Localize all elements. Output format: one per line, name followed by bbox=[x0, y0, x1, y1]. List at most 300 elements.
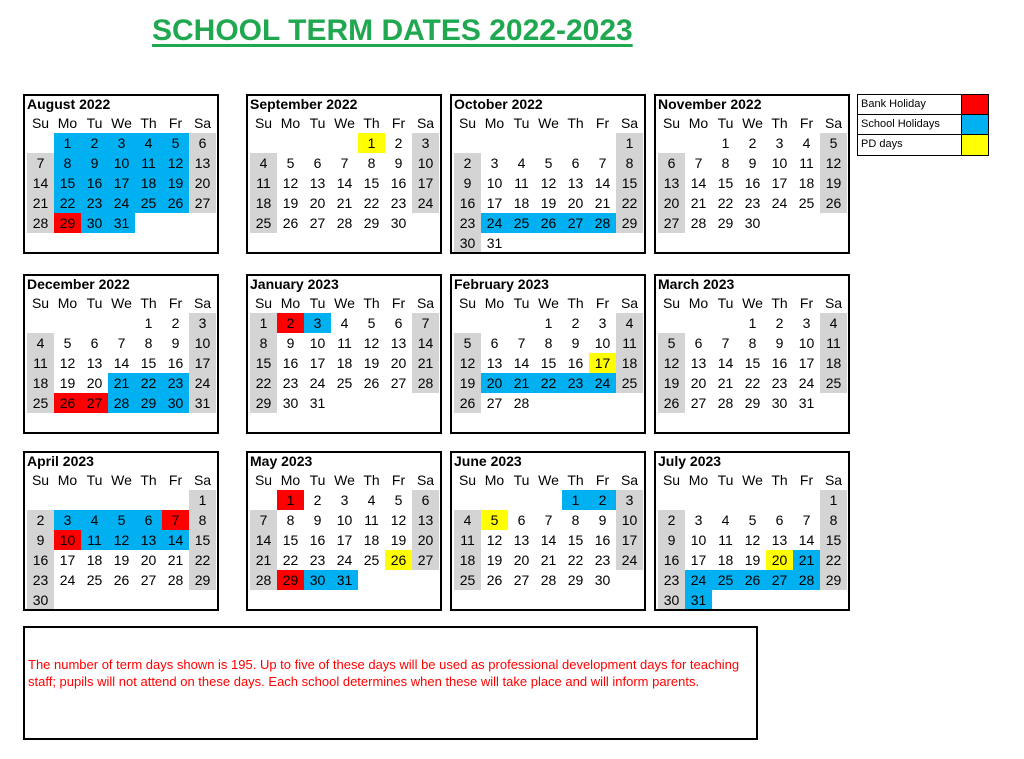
term-day: 14 bbox=[540, 532, 557, 548]
empty-cell bbox=[685, 490, 712, 510]
weekend-day: 11 bbox=[454, 530, 481, 550]
term-day: 5 bbox=[367, 315, 376, 331]
term-day: 23 bbox=[594, 552, 611, 568]
term-day: 3 bbox=[775, 135, 784, 151]
term-day: 19 bbox=[744, 552, 761, 568]
term-day: 28 bbox=[336, 215, 353, 231]
weekday-header: Tu bbox=[86, 472, 103, 488]
weekend-day: 21 bbox=[27, 193, 54, 213]
empty-cell bbox=[658, 133, 685, 153]
bank-holiday-day: 2 bbox=[277, 313, 304, 333]
school-holiday-day: 28 bbox=[108, 393, 135, 413]
term-day: 19 bbox=[113, 552, 130, 568]
term-day: 3 bbox=[802, 315, 811, 331]
term-day: 10 bbox=[690, 532, 707, 548]
weekend-day: 27 bbox=[189, 193, 216, 213]
school-holiday-day: 2 bbox=[81, 133, 108, 153]
empty-cell bbox=[27, 490, 54, 510]
school-holiday-day: 30 bbox=[81, 213, 108, 233]
weekend-day: 25 bbox=[616, 373, 643, 393]
weekend-day: 8 bbox=[616, 153, 643, 173]
weekday-header: Tu bbox=[717, 115, 734, 131]
term-day: 30 bbox=[282, 395, 299, 411]
weekday-header: We bbox=[111, 472, 132, 488]
term-day: 17 bbox=[690, 552, 707, 568]
weekday-header: Su bbox=[254, 115, 273, 131]
empty-cell bbox=[508, 490, 535, 510]
term-day: 5 bbox=[63, 335, 72, 351]
weekend-day: 15 bbox=[820, 530, 847, 550]
school-holiday-day: 25 bbox=[508, 213, 535, 233]
term-day: 2 bbox=[571, 315, 580, 331]
school-holiday-day: 9 bbox=[81, 153, 108, 173]
weekend-day: 26 bbox=[658, 393, 685, 413]
term-day: 15 bbox=[282, 532, 299, 548]
weekend-day: 4 bbox=[27, 333, 54, 353]
weekday-header: Su bbox=[458, 295, 477, 311]
weekend-day: 22 bbox=[189, 550, 216, 570]
weekend-day: 21 bbox=[412, 353, 439, 373]
month-calendar bbox=[450, 94, 646, 254]
empty-cell bbox=[766, 490, 793, 510]
weekend-day: 25 bbox=[454, 570, 481, 590]
school-holiday-day: 29 bbox=[135, 393, 162, 413]
school-holiday-day: 5 bbox=[162, 133, 189, 153]
weekday-header: Fr bbox=[391, 472, 406, 488]
school-holiday-day: 22 bbox=[535, 373, 562, 393]
weekend-day: 4 bbox=[616, 313, 643, 333]
term-day: 5 bbox=[394, 492, 403, 508]
school-holiday-day: 6 bbox=[135, 510, 162, 530]
school-holiday-day: 16 bbox=[81, 173, 108, 193]
weekend-day: 7 bbox=[27, 153, 54, 173]
term-day: 14 bbox=[113, 355, 130, 371]
weekday-header: Th bbox=[771, 295, 788, 311]
weekend-day: 1 bbox=[189, 490, 216, 510]
term-day: 18 bbox=[336, 355, 353, 371]
term-day: 6 bbox=[313, 155, 322, 171]
term-day: 17 bbox=[798, 355, 815, 371]
term-day: 14 bbox=[717, 355, 734, 371]
school-holiday-day: 26 bbox=[162, 193, 189, 213]
weekday-header: Su bbox=[662, 295, 681, 311]
term-day: 25 bbox=[363, 552, 380, 568]
term-day: 27 bbox=[513, 572, 530, 588]
term-day: 28 bbox=[167, 572, 184, 588]
school-holiday-day: 17 bbox=[108, 173, 135, 193]
legend-row bbox=[858, 115, 988, 135]
weekday-header: Mo bbox=[57, 115, 78, 131]
weekend-day: 22 bbox=[820, 550, 847, 570]
weekday-header: Mo bbox=[484, 115, 505, 131]
empty-cell bbox=[712, 490, 739, 510]
month-calendar bbox=[654, 94, 850, 254]
weekend-day: 8 bbox=[820, 510, 847, 530]
school-holiday-day: 25 bbox=[712, 570, 739, 590]
weekend-day: 22 bbox=[616, 193, 643, 213]
term-day: 18 bbox=[798, 175, 815, 191]
term-day: 21 bbox=[540, 552, 557, 568]
term-day: 9 bbox=[394, 155, 403, 171]
weekday-header: Sa bbox=[193, 295, 212, 311]
term-day: 13 bbox=[390, 335, 407, 351]
weekday-header: Tu bbox=[513, 295, 530, 311]
month-calendar bbox=[246, 94, 442, 254]
weekend-day: 20 bbox=[189, 173, 216, 193]
school-holiday-day: 26 bbox=[535, 213, 562, 233]
school-holiday-day: 18 bbox=[135, 173, 162, 193]
weekend-day: 4 bbox=[454, 510, 481, 530]
weekday-header: Fr bbox=[799, 115, 814, 131]
term-day: 20 bbox=[513, 552, 530, 568]
weekend-day: 25 bbox=[27, 393, 54, 413]
legend-label: Bank Holiday bbox=[858, 95, 962, 114]
bank-holiday-day: 29 bbox=[277, 570, 304, 590]
month-calendar bbox=[450, 274, 646, 434]
empty-cell bbox=[535, 490, 562, 510]
weekend-day: 1 bbox=[820, 490, 847, 510]
term-day: 31 bbox=[486, 235, 503, 251]
term-day: 7 bbox=[721, 335, 730, 351]
weekday-header: We bbox=[334, 295, 355, 311]
weekend-day: 5 bbox=[454, 333, 481, 353]
term-day: 24 bbox=[771, 195, 788, 211]
weekday-header: We bbox=[538, 295, 559, 311]
empty-cell bbox=[793, 490, 820, 510]
weekend-day: 29 bbox=[250, 393, 277, 413]
term-day: 21 bbox=[594, 195, 611, 211]
weekend-day: 2 bbox=[454, 153, 481, 173]
school-holiday-day: 21 bbox=[108, 373, 135, 393]
weekend-day: 9 bbox=[658, 530, 685, 550]
term-day: 22 bbox=[282, 552, 299, 568]
weekday-header: Sa bbox=[193, 115, 212, 131]
weekend-day: 1 bbox=[616, 133, 643, 153]
legend-label: PD days bbox=[858, 135, 962, 155]
empty-cell bbox=[508, 313, 535, 333]
term-day: 13 bbox=[690, 355, 707, 371]
term-day: 14 bbox=[336, 175, 353, 191]
empty-cell bbox=[508, 133, 535, 153]
weekend-day: 12 bbox=[820, 153, 847, 173]
term-day: 8 bbox=[748, 335, 757, 351]
term-day: 12 bbox=[486, 532, 503, 548]
school-holiday-day: 20 bbox=[481, 373, 508, 393]
weekday-header: Tu bbox=[513, 115, 530, 131]
term-day: 19 bbox=[540, 195, 557, 211]
term-day: 26 bbox=[486, 572, 503, 588]
school-holiday-day: 22 bbox=[54, 193, 81, 213]
weekday-header: Mo bbox=[280, 115, 301, 131]
term-day: 13 bbox=[513, 532, 530, 548]
month-calendar bbox=[23, 451, 219, 611]
weekday-header: Tu bbox=[309, 472, 326, 488]
term-day: 27 bbox=[486, 395, 503, 411]
note-text: The number of term days shown is 195. Up to five of these days will be used as professional development days for teaching staff; pupils will not attend on these days. Each school determines when these will take place and will inform parents. bbox=[28, 657, 740, 689]
term-day: 2 bbox=[394, 135, 403, 151]
month-calendar bbox=[246, 451, 442, 611]
month-grid bbox=[27, 470, 216, 610]
month-grid bbox=[658, 470, 847, 610]
legend bbox=[857, 94, 989, 156]
weekend-day: 2 bbox=[27, 510, 54, 530]
month-grid bbox=[454, 113, 643, 253]
term-day: 4 bbox=[802, 135, 811, 151]
term-day: 23 bbox=[282, 375, 299, 391]
month-calendar bbox=[654, 274, 850, 434]
term-day: 9 bbox=[286, 335, 295, 351]
term-day: 7 bbox=[694, 155, 703, 171]
term-day: 5 bbox=[748, 512, 757, 528]
term-day: 26 bbox=[282, 215, 299, 231]
term-day: 23 bbox=[771, 375, 788, 391]
term-day: 4 bbox=[340, 315, 349, 331]
term-day: 23 bbox=[309, 552, 326, 568]
term-day: 12 bbox=[59, 355, 76, 371]
term-day: 29 bbox=[717, 215, 734, 231]
weekday-header: Tu bbox=[86, 115, 103, 131]
weekend-day: 3 bbox=[189, 313, 216, 333]
term-day: 11 bbox=[514, 175, 529, 191]
weekday-header: We bbox=[742, 472, 763, 488]
term-day: 16 bbox=[567, 355, 584, 371]
weekday-header: Su bbox=[31, 295, 50, 311]
weekend-day: 30 bbox=[658, 590, 685, 610]
weekday-header: Sa bbox=[620, 295, 639, 311]
weekend-day: 17 bbox=[412, 173, 439, 193]
bank-holiday-day: 10 bbox=[54, 530, 81, 550]
term-day: 21 bbox=[690, 195, 707, 211]
weekend-day: 19 bbox=[658, 373, 685, 393]
term-day: 6 bbox=[571, 155, 580, 171]
weekday-header: Mo bbox=[57, 295, 78, 311]
weekday-header: Su bbox=[31, 472, 50, 488]
term-day: 14 bbox=[513, 355, 530, 371]
term-day: 7 bbox=[340, 155, 349, 171]
school-holiday-day: 24 bbox=[481, 213, 508, 233]
school-holiday-day: 26 bbox=[739, 570, 766, 590]
term-day: 11 bbox=[337, 335, 352, 351]
term-day: 10 bbox=[309, 335, 326, 351]
school-holiday-day: 4 bbox=[135, 133, 162, 153]
weekend-day: 3 bbox=[616, 490, 643, 510]
term-day: 3 bbox=[598, 315, 607, 331]
legend-swatch bbox=[962, 115, 988, 134]
weekend-day: 14 bbox=[412, 333, 439, 353]
weekday-header: Tu bbox=[717, 472, 734, 488]
weekday-header: We bbox=[111, 295, 132, 311]
term-day: 6 bbox=[775, 512, 784, 528]
term-day: 13 bbox=[486, 355, 503, 371]
school-holiday-day: 23 bbox=[81, 193, 108, 213]
term-day: 24 bbox=[309, 375, 326, 391]
weekend-day: 23 bbox=[27, 570, 54, 590]
month-grid bbox=[454, 293, 643, 413]
term-day: 2 bbox=[748, 135, 757, 151]
weekday-header: Tu bbox=[717, 295, 734, 311]
empty-cell bbox=[27, 133, 54, 153]
term-day: 6 bbox=[517, 512, 526, 528]
term-day: 27 bbox=[309, 215, 326, 231]
page-title: SCHOOL TERM DATES 2022-2023 bbox=[152, 14, 633, 47]
weekend-day: 5 bbox=[820, 133, 847, 153]
term-day: 9 bbox=[748, 155, 757, 171]
empty-cell bbox=[250, 133, 277, 153]
empty-cell bbox=[658, 313, 685, 333]
school-holiday-day: 8 bbox=[54, 153, 81, 173]
empty-cell bbox=[481, 133, 508, 153]
weekend-day: 15 bbox=[250, 353, 277, 373]
weekend-day: 21 bbox=[250, 550, 277, 570]
pd-day: 1 bbox=[358, 133, 385, 153]
term-day: 18 bbox=[363, 532, 380, 548]
term-day: 2 bbox=[313, 492, 322, 508]
weekend-day: 14 bbox=[27, 173, 54, 193]
term-day: 3 bbox=[340, 492, 349, 508]
weekend-day: 10 bbox=[189, 333, 216, 353]
weekday-header: Th bbox=[140, 115, 157, 131]
weekday-header: We bbox=[742, 295, 763, 311]
term-day: 15 bbox=[363, 175, 380, 191]
school-holiday-day: 11 bbox=[81, 530, 108, 550]
term-day: 14 bbox=[798, 532, 815, 548]
term-day: 11 bbox=[364, 512, 379, 528]
school-holiday-day: 31 bbox=[685, 590, 712, 610]
month-calendar bbox=[654, 451, 850, 611]
empty-cell bbox=[481, 490, 508, 510]
term-day: 9 bbox=[775, 335, 784, 351]
weekend-day: 24 bbox=[616, 550, 643, 570]
weekday-header: Fr bbox=[799, 295, 814, 311]
term-day: 28 bbox=[513, 395, 530, 411]
weekend-day: 29 bbox=[616, 213, 643, 233]
month-grid bbox=[27, 113, 216, 233]
weekend-day: 10 bbox=[616, 510, 643, 530]
term-day: 18 bbox=[513, 195, 530, 211]
term-day: 12 bbox=[282, 175, 299, 191]
weekday-header: Sa bbox=[193, 472, 212, 488]
weekday-header: Sa bbox=[416, 115, 435, 131]
term-day: 7 bbox=[117, 335, 126, 351]
school-holiday-day: 30 bbox=[162, 393, 189, 413]
term-day: 17 bbox=[771, 175, 788, 191]
empty-cell bbox=[250, 490, 277, 510]
term-day: 16 bbox=[167, 355, 184, 371]
weekend-day: 15 bbox=[616, 173, 643, 193]
weekend-day: 29 bbox=[189, 570, 216, 590]
weekend-day: 16 bbox=[658, 550, 685, 570]
school-holiday-day: 30 bbox=[304, 570, 331, 590]
empty-cell bbox=[304, 133, 331, 153]
empty-cell bbox=[739, 490, 766, 510]
weekday-header: Fr bbox=[799, 472, 814, 488]
weekday-header: Su bbox=[458, 472, 477, 488]
term-day: 23 bbox=[744, 195, 761, 211]
term-day: 8 bbox=[367, 155, 376, 171]
term-day: 20 bbox=[567, 195, 584, 211]
term-day: 13 bbox=[771, 532, 788, 548]
weekday-header: Mo bbox=[280, 472, 301, 488]
term-day: 16 bbox=[594, 532, 611, 548]
school-holiday-day: 23 bbox=[162, 373, 189, 393]
school-holiday-day: 25 bbox=[135, 193, 162, 213]
weekday-header: We bbox=[111, 115, 132, 131]
month-title: September 2022 bbox=[250, 96, 358, 112]
bank-holiday-day: 29 bbox=[54, 213, 81, 233]
term-day: 30 bbox=[594, 572, 611, 588]
month-grid bbox=[658, 113, 847, 233]
weekday-header: Mo bbox=[57, 472, 78, 488]
school-holiday-day: 24 bbox=[589, 373, 616, 393]
weekday-header: Su bbox=[662, 472, 681, 488]
term-day: 5 bbox=[286, 155, 295, 171]
month-title: April 2023 bbox=[27, 453, 94, 469]
term-day: 7 bbox=[517, 335, 526, 351]
empty-cell bbox=[81, 313, 108, 333]
term-day: 22 bbox=[363, 195, 380, 211]
term-day: 28 bbox=[690, 215, 707, 231]
term-day: 21 bbox=[717, 375, 734, 391]
term-day: 20 bbox=[140, 552, 157, 568]
bank-holiday-day: 7 bbox=[162, 510, 189, 530]
weekend-day: 24 bbox=[412, 193, 439, 213]
school-holiday-day: 10 bbox=[108, 153, 135, 173]
month-grid bbox=[250, 293, 439, 413]
term-day: 20 bbox=[690, 375, 707, 391]
term-day: 9 bbox=[313, 512, 322, 528]
weekend-day: 6 bbox=[189, 133, 216, 153]
term-day: 20 bbox=[309, 195, 326, 211]
weekday-header: Th bbox=[363, 295, 380, 311]
weekend-day: 16 bbox=[454, 193, 481, 213]
school-holiday-day: 21 bbox=[508, 373, 535, 393]
term-day: 10 bbox=[336, 512, 353, 528]
weekday-header: Mo bbox=[484, 295, 505, 311]
bank-holiday-day: 27 bbox=[81, 393, 108, 413]
weekend-day: 25 bbox=[820, 373, 847, 393]
weekday-header: Sa bbox=[416, 295, 435, 311]
term-day: 26 bbox=[363, 375, 380, 391]
term-day: 13 bbox=[309, 175, 326, 191]
month-title: July 2023 bbox=[658, 453, 722, 469]
term-day: 8 bbox=[571, 512, 580, 528]
weekend-day: 18 bbox=[250, 193, 277, 213]
month-title: August 2022 bbox=[27, 96, 111, 112]
legend-swatch bbox=[962, 135, 988, 155]
weekday-header: Tu bbox=[309, 295, 326, 311]
term-day: 18 bbox=[86, 552, 103, 568]
weekend-day: 11 bbox=[250, 173, 277, 193]
term-day: 30 bbox=[771, 395, 788, 411]
school-holiday-day: 2 bbox=[589, 490, 616, 510]
weekday-header: Su bbox=[31, 115, 50, 131]
weekday-header: We bbox=[538, 472, 559, 488]
term-day: 24 bbox=[798, 375, 815, 391]
term-day: 26 bbox=[113, 572, 130, 588]
school-holiday-day: 1 bbox=[562, 490, 589, 510]
school-holiday-day: 28 bbox=[793, 570, 820, 590]
weekday-header: Th bbox=[140, 295, 157, 311]
weekday-header: Th bbox=[140, 472, 157, 488]
weekend-day: 8 bbox=[250, 333, 277, 353]
weekend-day: 12 bbox=[454, 353, 481, 373]
weekend-day: 20 bbox=[658, 193, 685, 213]
month-grid bbox=[27, 293, 216, 413]
weekday-header: Mo bbox=[688, 115, 709, 131]
empty-cell bbox=[331, 133, 358, 153]
term-day: 17 bbox=[309, 355, 326, 371]
weekend-day: 4 bbox=[820, 313, 847, 333]
